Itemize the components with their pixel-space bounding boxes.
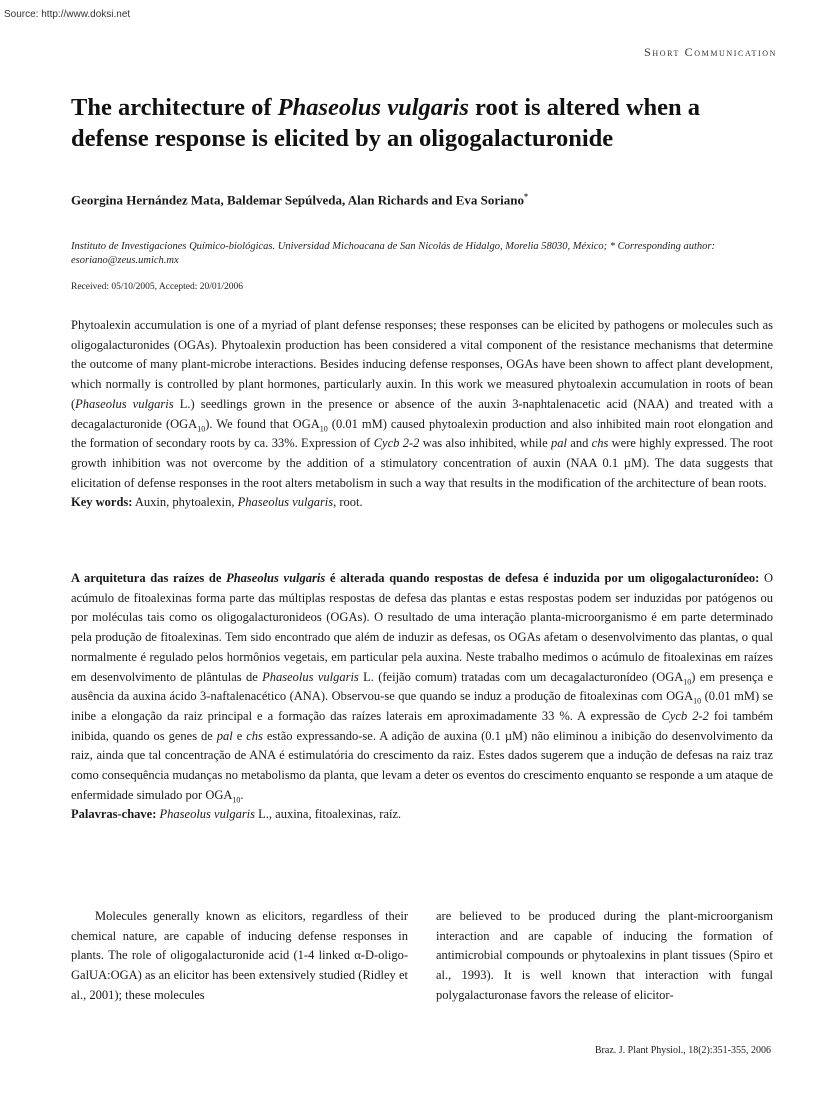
resumo-text: estão expressando-se. A adição de auxina (0.1 µM) não eliminou a inibição do desenvolvimento da raiz, ainda que tal concentração de ANA é estimulatória do crescimento da raiz. Estes dados sugerem que a indução de defesas na raiz traz como consequência mudanças no metabolismo da planta, que levam a deter os eventos do crescimento enquanto se responde a um ataque de enfermidade simulado por OGA [71,728,773,802]
article-title [71,92,781,154]
resumo-text: e [232,728,247,743]
authors-names: Georgina Hernández Mata, Baldemar Sepúlveda, Alan Richards and Eva Soriano [71,192,524,208]
subscript: 10 [197,424,206,434]
keywords-species: Phaseolus vulgaris [237,495,334,510]
abstract-english [71,316,773,513]
subscript: 10 [232,795,241,805]
pt-heading-text: A arquitetura das raízes de [71,571,227,585]
abstract-text: Phytoalexin accumulation is one of a myriad of plant defense responses; these responses can be elicited by pathogens or molecules such as oligogalacturonides (OGAs). Phytoalexin production has been considered a vital component of the resistance mechanisms that determine the outcome of many plant-microbe interactions. Besides inducing defense responses, OGAs have been shown to affect plant development, which normally is controlled by plant hormones, particularly auxin. In this work we measured phytoalexin accumulation in roots of bean ( [71,318,773,411]
abstract-text: ). We found that OGA [205,416,320,431]
abstract-text: (0.01 mM) caused phytoalexin production and also inhibited main root elongation and the formation of secondary roots by ca. 33%. Expression of [71,416,773,451]
resumo-text: ) em presença e ausência da auxina ácido 3-naftalenacético (ANA). Observou-se que quando se induz a produção de fitoalexinas com OGA [71,669,774,704]
author-list [71,192,528,208]
gene-name: chs [246,728,263,743]
pt-heading-text: é alterada quando respostas de defesa é induzida por um oligogalacturonídeo: [325,571,760,585]
journal-citation: Braz. J. Plant Physiol., 18(2):351-355, 2006 [594,1045,771,1056]
subscript: 10 [683,677,692,687]
title-part-1: The architecture of [71,94,278,121]
palavras-chave-text: L., auxina, fitoalexinas, raíz. [255,807,402,822]
keywords-text: Auxin, phytoalexin, [132,495,238,510]
abstract-text: and [566,436,592,451]
subscript: 10 [693,696,702,706]
resumo-text: L. (feijão comum) tratadas com um decagalacturonídeo (OGA [358,669,684,684]
title-part-2: root is altered when a defense response is elicited by an oligogalacturonide [71,94,701,152]
resumo-text: . [240,787,244,802]
gene-name: chs [591,436,609,451]
abstract-text: was also inhibited, while [419,436,551,451]
source-note: Source: http://www.doksi.net [4,9,131,20]
keywords-text: , root. [333,495,363,510]
abstract-portuguese [71,569,773,825]
pt-heading-species: Phaseolus vulgaris [226,571,326,585]
body-column-right: are believed to be produced during the plant-microorganism interaction and are capable of inducing the formation of antimicrobial compounds or phytoalexins in plant tissues (Spiro et al., 1993). It is well known that interaction with fungal polygalacturonase favors the release of elicitor- [436,909,773,1002]
corresponding-mark: * [524,192,528,201]
gene-name: pal [550,436,567,451]
palavras-chave-label: Palavras-chave: [71,807,157,822]
subscript: 10 [319,424,328,434]
body-column-left: Molecules generally known as elicitors, regardless of their chemical nature, are capable of inducing defense responses in plants. The role of oligogalacturonide acid (1-4 linked α-D-oligo-GalUA:OGA) as an elicitor has been extensively studied (Ridley et al., 2001); these molecules [71,909,408,1002]
abstract-species: Phaseolus vulgaris [75,396,174,411]
affiliation: Instituto de Investigaciones Químico-biológicas. Universidad Michoacana de San Nicolás de Hidalgo, Morelia 58030, México; * Corresponding author: esoriano@zeus.umich.mx [71,241,716,266]
resumo-text: O acúmulo de fitoalexinas forma parte das múltiplas respostas de defesa das plantas e estas respostas podem ser induzidas por patógenos ou por moléculas tais como os oligogalacturonideos (OGAs). O resultado de uma interação planta-microorganismo é em parte determinado pela produção de fitoalexinas. Tem sido encontrado que além de induzir as defesas, os OGAs afetam o desenvolvimento das plantas, o qual normalmente é regulado pelos hormônios vegetais, em particular pela auxina. Neste trabalho medimos o acúmulo de fitoalexinas em raízes em desenvolvimento de plântulas de [71,571,773,684]
pt-heading [71,571,759,585]
gene-name: Cycb 2-2 [661,708,709,723]
palavras-chave-species: Phaseolus vulgaris [159,807,256,822]
resumo-text: (0.01 mM) se inibe a elongação da raiz principal e a formação das raízes laterais em aproximadamente 33 %. A expressão de [71,689,774,723]
gene-name: Cycb 2-2 [373,436,420,451]
abstract-text: L.) seedlings grown in the presence or absence of the auxin 3-naphtalenacetic acid (NAA) and treated with a decagalacturonide (OGA [71,396,773,431]
received-accepted-dates: Received: 05/10/2005, Accepted: 20/01/2006 [71,282,244,292]
abstract-text: were highly expressed. The root growth inhibition was not overcome by the addition of a stimulatory concentration of auxin (NAA 0.1 µM). The data suggests that elicitation of defense responses in the root alters metabolism in such a way that results in the modification of the architecture of bean roots. [71,436,773,490]
resumo-species: Phaseolus vulgaris [262,669,359,684]
gene-name: pal [216,728,233,743]
resumo-text: foi também inibida, quando os genes de [71,708,773,743]
title-species: Phaseolus vulgaris [277,94,469,121]
section-label: Short Communication [644,45,777,59]
keywords-label: Key words: [71,495,133,510]
